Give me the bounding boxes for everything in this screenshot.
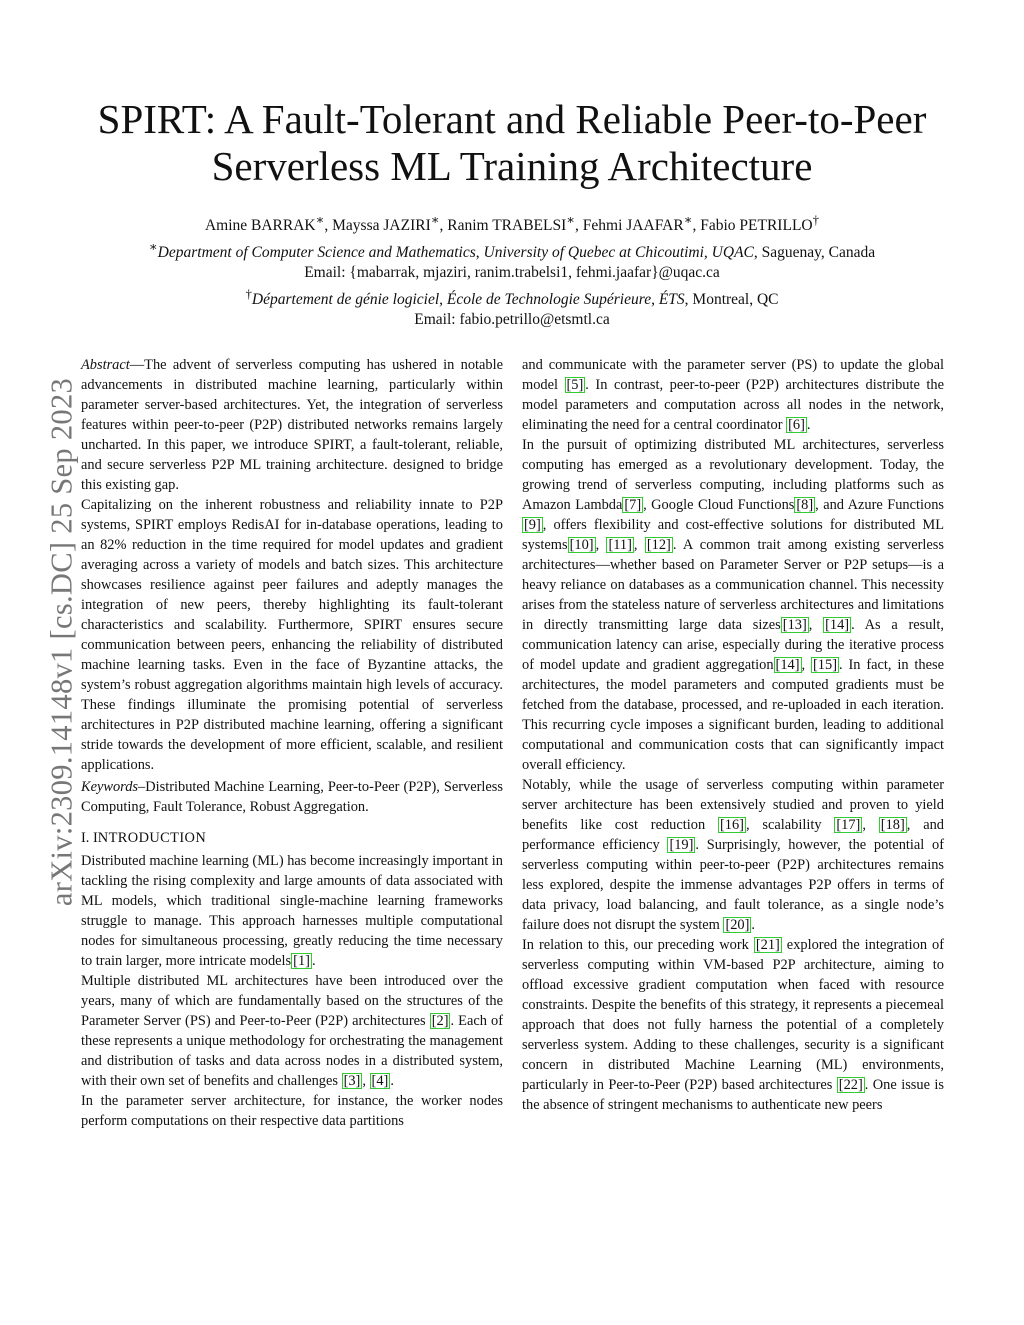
author-mark: ∗ [566, 212, 576, 227]
citation-link[interactable]: [1] [293, 953, 310, 969]
affiliation-1: ∗Department of Computer Science and Mathematics, University of Quebec at Chicoutimi, UQAC, Saguenay, Canada [148, 238, 876, 261]
abstract-paragraph-1: Abstract—The advent of serverless computing has ushered in notable advancements in distributed machine learning, particularly within parameter server-based architectures. Yet, the integration of serverless features within peer-to-peer (P2P) distributed networks remains largely uncharted. In this paper, we introduce SPIRT, a fault-tolerant, reliable, and secure serverless P2P ML training architecture. designed to bridge this existing gap. [81, 357, 503, 493]
citation-link[interactable]: [21] [755, 937, 780, 953]
citation-link[interactable]: [13] [782, 617, 807, 633]
email-line-2: Email: fabio.petrillo@etsmtl.ca [414, 311, 610, 329]
citation-link[interactable]: [22] [838, 1077, 863, 1093]
affiliation-2-dept: Département de génie logiciel, École de Technologie Supérieure, ÉTS [251, 290, 685, 308]
section-heading-introduction: I. INTRODUCTION [81, 830, 207, 846]
author-name: Fabio PETRILLO [700, 217, 813, 235]
citation-link[interactable]: [20] [725, 917, 750, 933]
citation-link[interactable]: [9] [524, 517, 541, 533]
citation-link[interactable]: [12] [646, 537, 671, 553]
paper-title [60, 96, 964, 190]
abstract-label: Abstract [81, 357, 130, 373]
citation-link[interactable]: [5] [566, 377, 584, 393]
citation-link[interactable]: [3] [343, 1073, 361, 1089]
keywords: Keywords–Distributed Machine Learning, Peer-to-Peer (P2P), Serverless Computing, Fault Tolerance, Robust Aggregation. [81, 779, 503, 815]
citation-link[interactable]: [14] [825, 617, 850, 633]
keywords-label: Keywords [81, 779, 139, 795]
citation-link[interactable]: [18] [880, 817, 905, 833]
affiliation-1-place: , Saguenay, Canada [753, 243, 876, 261]
intro-paragraph-1: Distributed machine learning (ML) has become increasingly important in tackling the rising complexity and large amounts of data associated with ML models, which traditional single-machine learning frameworks struggle to manage. This approach harnesses multiple computational nodes for simultaneous processing, greatly reducing the time necessary to train larger, more intricate models [1] . [81, 853, 504, 969]
author-name: Ranim TRABELSI [447, 217, 567, 235]
affiliation-1-dept: Department of Computer Science and Mathematics [157, 243, 476, 261]
citation-link[interactable]: [2] [431, 1013, 449, 1029]
arxiv-stamp: arXiv:2309.14148v1 [cs.DC] 25 Sep 2023 [44, 377, 79, 907]
author-name: Fehmi JAAFAR [582, 217, 684, 235]
citation-link[interactable]: [14] [775, 657, 800, 673]
abstract-paragraph-2: Capitalizing on the inherent robustness and reliability innate to P2P systems, SPIRT employs RedisAI for in-database operations, leading to an 82% reduction in the time required for model updates and gradient averaging across a variety of models and batch sizes. This architecture showcases resilience against peer failures and adeptly manages the integration of new peers, thereby highlighting its fault-tolerant characteristics and scalability. Furthermore, SPIRT ensures secure communication between peers, enhancing the reliability of distributed machine learning tasks. Even in the face of Byzantine attacks, the system’s robust aggregation algorithms maintain high levels of accuracy. These findings illuminate the promising potential of serverless architectures in P2P distributed machine learning, offering a significant stride towards the development of more efficient, scalable, and resilient applications. [81, 497, 503, 773]
citation-link[interactable]: [16] [719, 817, 744, 833]
citation-link[interactable]: [17] [836, 817, 861, 833]
author-name: Mayssa JAZIRI [332, 217, 431, 235]
intro-paragraph-3: In the parameter server architecture, for instance, the worker nodes perform computations on their respective data partitions [81, 1093, 503, 1129]
affiliation-2-place: , Montreal, QC [684, 290, 779, 308]
title-line-2: Serverless ML Training Architecture [211, 143, 813, 189]
author-mark: ∗ [315, 212, 325, 227]
intro-paragraph-6: In relation to this, our preceding work [21] explored the integration of serverless computing within VM-based P2P architecture, aiming to offload excessive gradient computation when faced with resource constraints. Despite the benefits of this strategy, it represents a piecemeal approach that does not fully harness the potential of a completely serverless system. Adding to these challenges, security is a significant concern in distributed Machine Learning (ML) environments, particularly in Peer-to-Peer (P2P) based architectures [22] . One issue is the absence of stringent mechanisms to authenticate new peers [522, 937, 945, 1113]
citation-link[interactable]: [8] [796, 497, 814, 513]
citation-link[interactable]: [19] [669, 837, 694, 853]
citation-link[interactable]: [15] [813, 657, 837, 673]
affiliation-1-univ: University of Quebec at Chicoutimi, UQAC [483, 243, 754, 261]
intro-paragraph-4: In the pursuit of optimizing distributed ML architectures, serverless computing has emerged as a revolutionary development. Today, the growing trend of serverless computing, including platforms such as Amazon Lambda [7] , Google Cloud Functions [8] , and Azure Functions[9] , offers flexibility and cost-effective solutions for distributed ML systems [10] , [11] , [12] . A common trait among existing serverless architectures—whether based on Parameter Server or P2P setups—is a heavy reliance on databases as a communication channel. This necessity arises from the stateless nature of serverless architectures and limitations in directly transmitting large data sizes [13] , [14] . As a result, communication latency can arise, especially during the iterative process of model update and gradient aggregation [14] , [15] . In fact, in these architectures, the model parameters and computed gradients must be fetched from the database, processed, and re-uploaded in each iteration. This recurring cycle imposes a significant burden, leading to additional computational and communication costs that can significantly impact overall efficiency. [522, 437, 945, 773]
author-mark: † [812, 212, 820, 227]
intro-paragraph-5: Notably, while the usage of serverless computing within parameter server architecture has been extensively studied and proven to yield benefits like cost reduction [16] , scalability [17] , [18] , and performance efficiency [19] . Surprisingly, however, the potential of serverless computing within peer-to-peer (P2P) architectures remains less explored, despite the immense advantages P2P offers in terms of data privacy, load balancing, and fault tolerance, as a single node’s failure does not disrupt the system [20] . [522, 777, 944, 933]
title-line-1: SPIRT: A Fault-Tolerant and Reliable Peer-to-Peer [97, 96, 927, 142]
email-line-1: Email: {mabarrak, mjaziri, ranim.trabelsi1, fehmi.jaafar}@uqac.ca [304, 264, 720, 282]
citation-link[interactable]: [11] [608, 537, 632, 553]
left-column [81, 355, 503, 1131]
author-mark: ∗ [683, 212, 693, 227]
author-list: Amine BARRAK∗, Mayssa JAZIRI∗, Ranim TRABELSI∗, Fehmi JAAFAR∗, Fabio PETRILLO† [204, 212, 820, 235]
author-name: Amine BARRAK [204, 217, 316, 235]
affiliation-2: †Département de génie logiciel, École de Technologie Supérieure, ÉTS, Montreal, QC [245, 285, 779, 308]
intro-paragraph-2: Multiple distributed ML architectures have been introduced over the years, many of which are fundamentally based on the structures of the Parameter Server (PS) and Peer-to-Peer (P2P) architectures [2] . Each of these represents a unique methodology for orchestrating the management and distribution of tasks and data across nodes in a distributed system, with their own set of benefits and challenges [3] , [4] . [81, 973, 503, 1089]
intro-paragraph-3-continued: and communicate with the parameter server (PS) to update the global model [5] . In contrast, peer-to-peer (P2P) architectures distribute the model parameters and computation across all nodes in the network, eliminating the need for a central coordinator [6] . [522, 357, 944, 433]
author-block [60, 210, 964, 331]
citation-link[interactable]: [6] [788, 417, 805, 433]
citation-link[interactable]: [10] [569, 537, 594, 553]
right-column [522, 355, 944, 1115]
citation-link[interactable]: [7] [624, 497, 642, 513]
citation-link[interactable]: [4] [371, 1073, 389, 1089]
author-mark: ∗ [430, 212, 440, 227]
